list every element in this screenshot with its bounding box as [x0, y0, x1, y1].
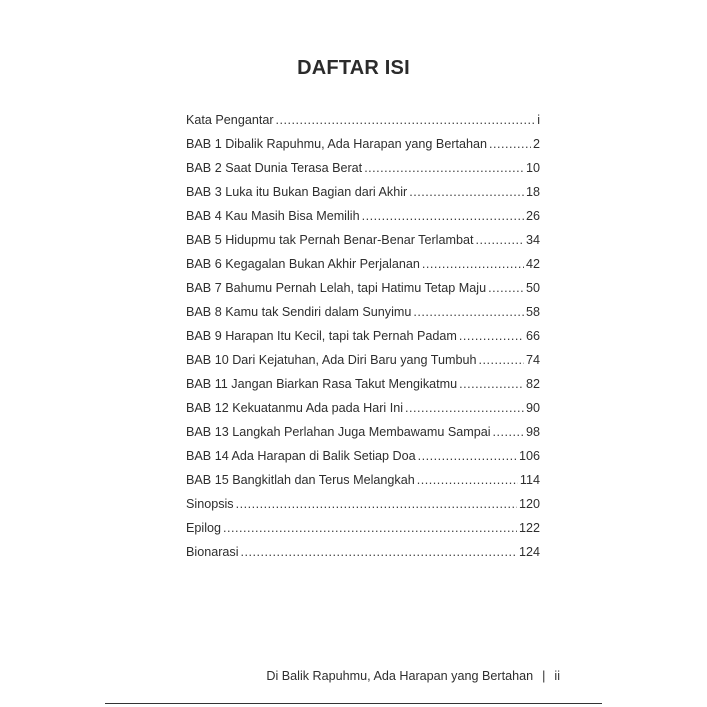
toc-leader-dots — [418, 444, 517, 468]
toc-entry — [186, 516, 540, 540]
toc-entry-page: 18 — [525, 185, 540, 199]
toc-entry-label: BAB 8 Kamu tak Sendiri dalam Sunyimu — [186, 305, 412, 319]
toc-entry-page: 82 — [525, 377, 540, 391]
toc-entry-page: 114 — [519, 473, 540, 487]
toc-entry-label: BAB 3 Luka itu Bukan Bagian dari Akhir — [186, 185, 408, 199]
toc-entry-page: 74 — [525, 353, 540, 367]
toc-entry-label: Epilog — [186, 521, 222, 535]
toc-leader-dots — [479, 348, 524, 372]
toc-entry-label: Bionarasi — [186, 545, 239, 559]
toc-entry-label: BAB 10 Dari Kejatuhan, Ada Diri Baru yang Tumbuh — [186, 353, 477, 367]
toc-leader-dots — [488, 276, 524, 300]
table-of-contents — [186, 108, 540, 564]
toc-entry-label: BAB 12 Kekuatanmu Ada pada Hari Ini — [186, 401, 404, 415]
toc-entry — [186, 108, 540, 132]
toc-entry-label: BAB 11 Jangan Biarkan Rasa Takut Mengikatmu — [186, 377, 458, 391]
toc-leader-dots — [364, 156, 524, 180]
toc-leader-dots — [223, 516, 517, 540]
toc-entry-label: Sinopsis — [186, 497, 234, 511]
toc-leader-dots — [459, 372, 524, 396]
toc-entry-page: 120 — [518, 497, 540, 511]
toc-leader-dots — [413, 300, 524, 324]
toc-entry — [186, 324, 540, 348]
toc-entry — [186, 252, 540, 276]
toc-entry-label: BAB 14 Ada Harapan di Balik Setiap Doa — [186, 449, 416, 463]
toc-entry-page: 98 — [525, 425, 540, 439]
toc-leader-dots — [459, 324, 524, 348]
toc-entry — [186, 492, 540, 516]
toc-entry-label: BAB 2 Saat Dunia Terasa Berat — [186, 161, 363, 175]
toc-entry-page: 124 — [518, 545, 540, 559]
toc-entry-page: 42 — [525, 257, 540, 271]
toc-entry-label: BAB 5 Hidupmu tak Pernah Benar-Benar Terlambat — [186, 233, 474, 247]
toc-entry-label: Kata Pengantar — [186, 113, 274, 127]
toc-entry-page: 122 — [518, 521, 540, 535]
toc-entry-label: BAB 15 Bangkitlah dan Terus Melangkah — [186, 473, 415, 487]
toc-entry-page: 90 — [525, 401, 540, 415]
footer-book-title: Di Balik Rapuhmu, Ada Harapan yang Bertahan — [266, 669, 534, 683]
toc-entry-page: 26 — [525, 209, 540, 223]
toc-leader-dots — [276, 108, 536, 132]
toc-leader-dots — [475, 228, 524, 252]
toc-leader-dots — [362, 204, 524, 228]
toc-entry — [186, 420, 540, 444]
toc-entry — [186, 132, 540, 156]
toc-leader-dots — [405, 396, 524, 420]
footer-page-number: ii — [554, 669, 560, 683]
toc-entry-label: BAB 9 Harapan Itu Kecil, tapi tak Pernah Padam — [186, 329, 457, 343]
toc-entry-label: BAB 6 Kegagalan Bukan Akhir Perjalanan — [186, 257, 420, 271]
toc-entry-label: BAB 1 Dibalik Rapuhmu, Ada Harapan yang Bertahan — [186, 137, 488, 151]
toc-entry — [186, 156, 540, 180]
toc-entry-page: 34 — [525, 233, 540, 247]
toc-entry — [186, 300, 540, 324]
toc-entry — [186, 228, 540, 252]
toc-entry — [186, 348, 540, 372]
toc-entry-label: BAB 13 Langkah Perlahan Juga Membawamu Sampai — [186, 425, 491, 439]
toc-entry — [186, 396, 540, 420]
toc-entry — [186, 180, 540, 204]
toc-entry — [186, 540, 540, 564]
toc-entry — [186, 204, 540, 228]
toc-leader-dots — [422, 252, 524, 276]
page-footer — [266, 669, 560, 683]
toc-entry-page: 106 — [518, 449, 540, 463]
page-title: DAFTAR ISI — [297, 57, 410, 79]
footer-divider — [105, 703, 602, 704]
toc-leader-dots — [409, 180, 524, 204]
footer-separator: | — [542, 669, 546, 683]
toc-entry — [186, 372, 540, 396]
toc-leader-dots — [241, 540, 517, 564]
toc-entry-page: 2 — [532, 137, 540, 151]
toc-entry-page: i — [537, 113, 540, 127]
toc-entry-page: 66 — [525, 329, 540, 343]
toc-leader-dots — [489, 132, 531, 156]
toc-entry — [186, 276, 540, 300]
toc-entry-label: BAB 4 Kau Masih Bisa Memilih — [186, 209, 360, 223]
toc-entry-page: 50 — [525, 281, 540, 295]
toc-entry — [186, 444, 540, 468]
toc-entry — [186, 468, 540, 492]
toc-entry-page: 58 — [525, 305, 540, 319]
toc-entry-page: 10 — [525, 161, 540, 175]
toc-leader-dots — [236, 492, 517, 516]
toc-leader-dots — [493, 420, 524, 444]
toc-entry-label: BAB 7 Bahumu Pernah Lelah, tapi Hatimu Tetap Maju — [186, 281, 487, 295]
toc-leader-dots — [417, 468, 518, 492]
